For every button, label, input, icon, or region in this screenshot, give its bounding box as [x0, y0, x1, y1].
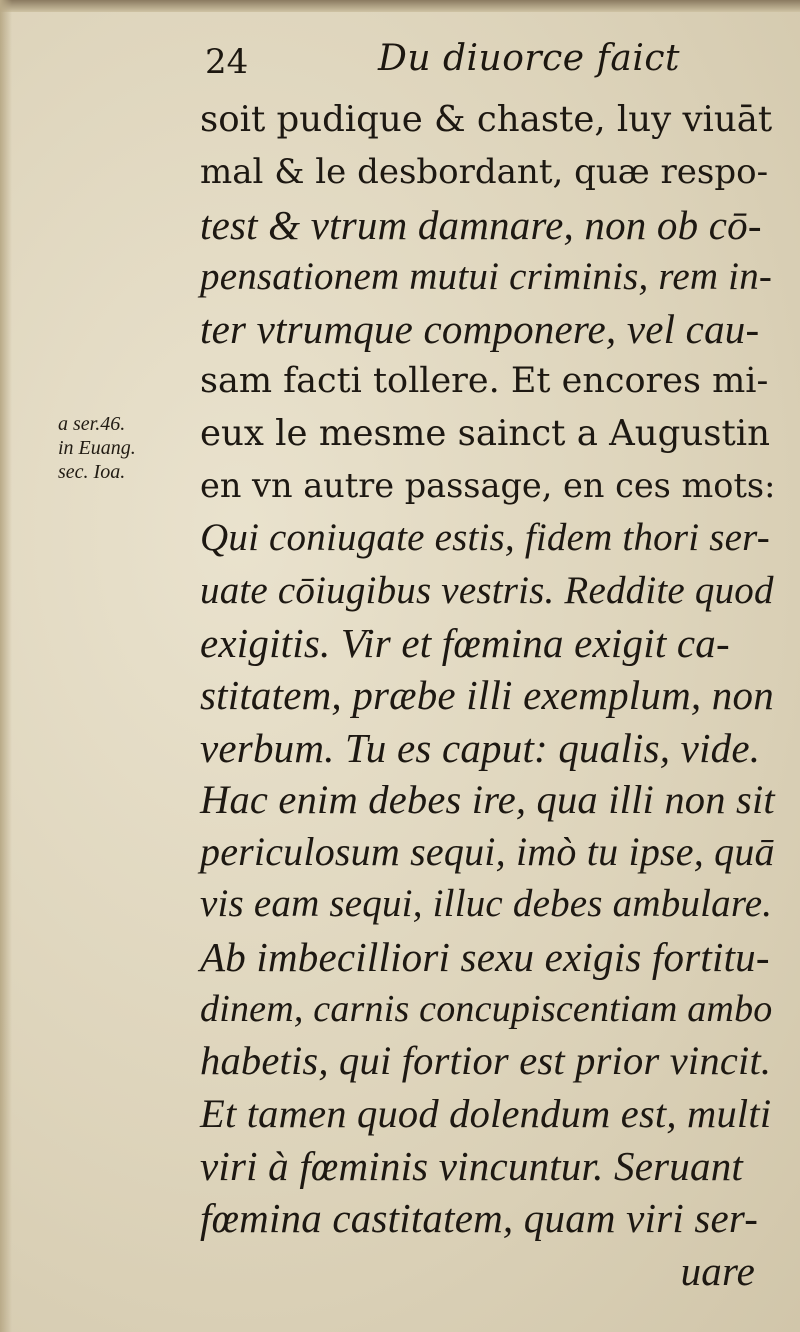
page-gutter-shadow — [0, 0, 12, 1332]
text-line: Qui coniugate estis, fidem thori ser- — [200, 516, 770, 560]
text-line: test & vtrum damnare, non ob cō- — [200, 201, 762, 248]
text-line: pensationem mutui criminis, rem in- — [200, 254, 773, 298]
text-line: mal & le desbordant, quæ respo- — [200, 152, 769, 193]
text-line: Et tamen quod dolendum est, multi — [200, 1090, 772, 1136]
body-text — [200, 94, 775, 1297]
text-line: stitatem, præbe illi exemplum, non — [200, 672, 774, 719]
text-line: fœmina castitatem, quam viri ser- — [200, 1195, 759, 1242]
page-header — [200, 38, 760, 90]
margin-note-line: a ser.46. — [58, 413, 126, 435]
text-line: Hac enim debes ire, qua illi non sit — [200, 776, 775, 822]
text-line: uare — [680, 1247, 755, 1294]
text-line: soit pudique & chaste, luy viuāt — [200, 99, 773, 140]
margin-note-line: in Euang. — [58, 437, 136, 459]
text-line: eux le mesme sainct a Augustin — [200, 412, 770, 454]
text-line: habetis, qui fortior est prior vincit. — [200, 1038, 772, 1084]
text-line: uate cōiugibus vestris. Reddite quod — [200, 568, 774, 612]
text-line: sam facti tollere. Et encores mi- — [200, 361, 769, 402]
margin-note-line: sec. Ioa. — [58, 461, 126, 483]
text-line: exigitis. Vir et fœmina exigit ca- — [200, 619, 730, 666]
text-line: Ab imbecilliori sexu exigis fortitu- — [200, 933, 770, 980]
text-line: en vn autre passage, en ces mots: — [200, 466, 776, 506]
page-number: 24 — [205, 42, 249, 82]
page-top-edge — [0, 0, 800, 12]
margin-notes — [58, 412, 198, 484]
text-line: verbum. Tu es caput: qualis, vide. — [200, 724, 761, 771]
text-line: viri à fœminis vincuntur. Seruant — [200, 1142, 744, 1189]
text-line: vis eam sequi, illuc debes ambulare. — [200, 882, 773, 926]
text-line: dinem, carnis concupiscentiam ambo — [200, 988, 773, 1031]
text-line: periculosum sequi, imò tu ipse, quā — [200, 829, 775, 875]
text-line: ter vtrumque componere, vel cau- — [200, 306, 760, 353]
running-head: Du diuorce faict — [378, 38, 680, 79]
